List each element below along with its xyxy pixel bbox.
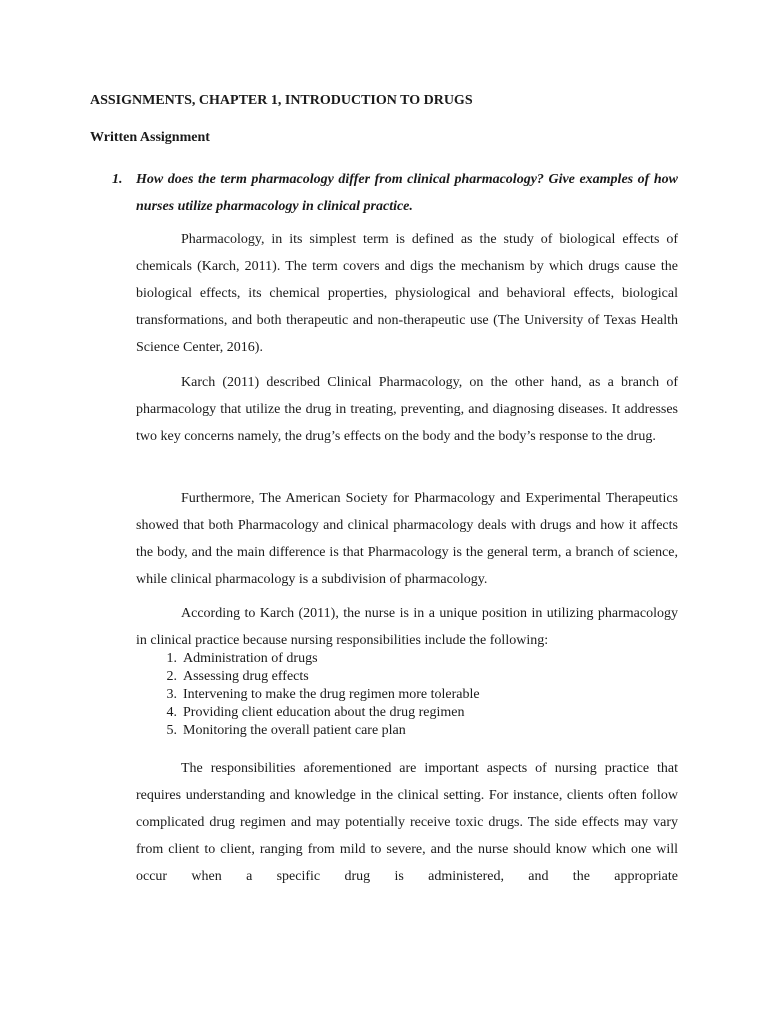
question-text: How does the term pharmacology differ from clinical pharmacology? Give examples of how nurses utilize pharmacology in clinical practice. (136, 172, 678, 214)
list-item-text: Administration of drugs (183, 651, 318, 666)
responsibilities-list (136, 650, 678, 740)
list-item-number: 2. (166, 669, 177, 684)
list-item-number: 1. (166, 651, 177, 666)
paragraph-text: According to Karch (2011), the nurse is in a unique position in utilizing pharmacology in clinical practice because nursing responsibilities include the following: (136, 606, 678, 648)
paragraph-clinical-pharmacology (136, 369, 678, 450)
list-item-text: Assessing drug effects (183, 669, 309, 684)
list-item-number: 5. (166, 723, 177, 738)
paragraph-text: Pharmacology, in its simplest term is defined as the study of biological effects of chemicals (Karch, 2011). The term covers and digs the mechanism by which drugs cause the biological effects, its chemical properties, physiological and behavioral effects, biological transformations, and both therapeutic and non-therapeutic use (The University of Texas Health Science Center, 2016). (136, 232, 678, 355)
question-1 (112, 166, 678, 220)
paragraph-text: Karch (2011) described Clinical Pharmacology, on the other hand, as a branch of pharmacology that utilize the drug in treating, preventing, and diagnosing diseases. It addresses two key concerns namely, the drug’s effects on the body and the body’s response to the drug. (136, 375, 678, 444)
list-item (136, 704, 678, 722)
list-item-text: Intervening to make the drug regimen more tolerable (183, 687, 480, 702)
list-item (136, 650, 678, 668)
list-item (136, 722, 678, 740)
document-heading: ASSIGNMENTS, CHAPTER 1, INTRODUCTION TO DRUGS (90, 93, 473, 108)
list-item (136, 668, 678, 686)
paragraph-text: The responsibilities aforementioned are important aspects of nursing practice that requires understanding and knowledge in the clinical setting. For instance, clients often follow complicated drug regimen and may potentially receive toxic drugs. The side effects may vary from client to client, ranging from mild to severe, and the nurse should know which one will occur when a specific drug is administered, and the appropriate (136, 761, 678, 884)
paragraph-difference (136, 485, 678, 593)
question-number: 1. (112, 172, 123, 187)
paragraph-nurse-position (136, 600, 678, 654)
paragraph-text: Furthermore, The American Society for Pharmacology and Experimental Therapeutics showed that both Pharmacology and clinical pharmacology deals with drugs and how it affects the body, and the main difference is that Pharmacology is the general term, a branch of science, while clinical pharmacology is a subdivision of pharmacology. (136, 491, 678, 587)
list-item-number: 3. (166, 687, 177, 702)
list-item-text: Monitoring the overall patient care plan (183, 723, 406, 738)
list-item (136, 686, 678, 704)
list-item-number: 4. (166, 705, 177, 720)
paragraph-responsibilities-importance (136, 755, 678, 890)
section-subheading: Written Assignment (90, 130, 210, 145)
list-item-text: Providing client education about the drug regimen (183, 705, 465, 720)
paragraph-pharmacology-definition (136, 226, 678, 361)
